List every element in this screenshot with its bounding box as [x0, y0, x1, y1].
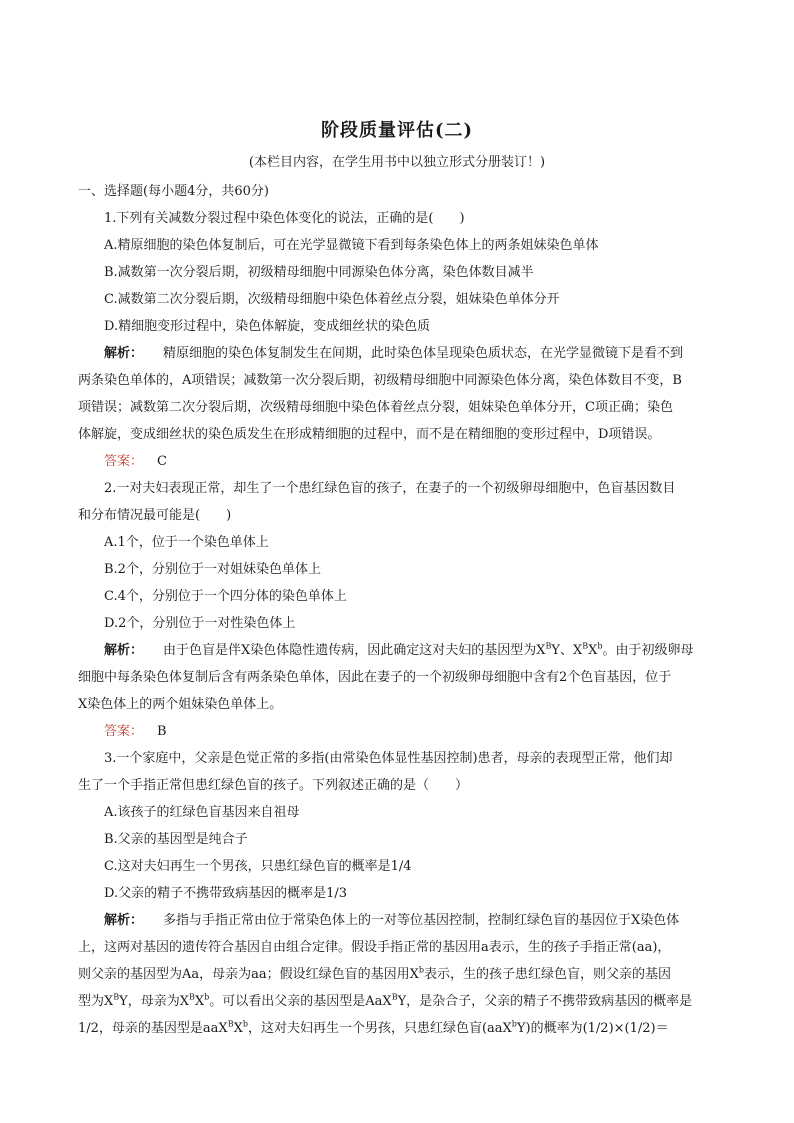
q3-option-a: A.该孩子的红绿色盲基因来自祖母 — [104, 805, 300, 820]
q3-analysis-text-4a: 型为X — [78, 994, 114, 1009]
q3-analysis-text-5a: 1/2，母亲的基因型是aaX — [78, 1021, 228, 1036]
q3-stem-line-1: 3.一个家庭中，父亲是色觉正常的多指(由常染色体显性基因控制)患者，母亲的表现型正常，他们却 — [104, 751, 673, 766]
q1-option-b: B.减数第一次分裂后期，初级精母细胞中同源染色体分离，染色体数目减半 — [104, 265, 534, 280]
q1-answer-value: C — [157, 454, 167, 469]
superscript-b-upper: B — [391, 992, 398, 1002]
q3-analysis-text-5d: Y)的概率为(1/2)×(1/2)＝ — [516, 1021, 669, 1036]
q2-analysis-text-1a: 由于色盲是伴X染色体隐性遗传病，因此确定这对夫妇的基因型为X — [163, 643, 546, 658]
q2-option-c: C.4个，分别位于一个四分体的染色单体上 — [104, 589, 347, 604]
q2-analysis-text-1c: X — [588, 643, 598, 658]
q1-analysis-text-1: 精原细胞的染色体复制发生在间期，此时染色体呈现染色质状态，在光学显微镜下是看不到 — [163, 346, 684, 361]
superscript-b-lower: b — [418, 965, 425, 975]
q3-analysis-text-5b: X — [233, 1021, 243, 1036]
q3-analysis-text-3a: 则父亲的基因型为Aa，母亲为aa；假设红绿色盲的基因用X — [78, 967, 419, 982]
q1-answer — [104, 452, 167, 472]
section-heading: 一、选择题(每小题4分，共60分) — [78, 184, 269, 199]
q1-option-d: D.精细胞变形过程中，染色体解旋，变成细丝状的染色质 — [104, 319, 431, 334]
q3-option-d: D.父亲的精子不携带致病基因的概率是1/3 — [104, 886, 348, 901]
q1-analysis-line-1 — [104, 344, 683, 364]
page-title: 阶段质量评估(二) — [320, 120, 474, 141]
superscript-b-lower: b — [597, 641, 603, 651]
q3-stem-line-2: 生了一个手指正常但患红绿色盲的孩子。下列叙述正确的是（ ） — [78, 778, 469, 793]
q3-analysis-line-1 — [104, 911, 679, 931]
q1-analysis-line-4: 体解旋，变成细丝状的染色质发生在形成精细胞的过程中，而不是在精细胞的变形过程中，D项错误。 — [78, 427, 661, 442]
superscript-b-upper: B — [113, 992, 120, 1002]
q2-stem-line-1: 2.一对夫妇表现正常，却生了一个患红绿色盲的孩子，在妻子的一个初级卵母细胞中，色盲基因数目 — [104, 481, 676, 496]
q3-option-b: B.父亲的基因型是纯合子 — [104, 832, 248, 847]
analysis-label: 解析： — [104, 346, 144, 361]
q3-analysis-text-4d: 。可以看出父亲的基因型是AaX — [209, 994, 392, 1009]
q3-analysis-line-4 — [78, 992, 692, 1012]
q1-option-c: C.减数第二次分裂后期，次级精母细胞中染色体着丝点分裂，姐妹染色单体分开 — [104, 292, 560, 307]
q2-option-d: D.2个，分别位于一对性染色体上 — [104, 616, 296, 631]
q3-analysis-line-5 — [78, 1019, 669, 1039]
q2-analysis-line-1 — [104, 641, 694, 661]
q2-analysis-line-2: 细胞中每条染色体复制后含有两条染色单体，因此在妻子的一个初级卵母细胞中含有2个色盲基因，位于 — [78, 670, 672, 685]
q3-analysis-text-1: 多指与手指正常由位于常染色体上的一对等位基因控制，控制红绿色盲的基因位于X染色体 — [163, 913, 680, 928]
answer-label: 答案： — [104, 724, 144, 739]
superscript-b-lower: b — [204, 992, 210, 1002]
q3-analysis-text-3b: 表示，生的孩子患红绿色盲，则父亲的基因 — [424, 967, 672, 982]
q2-option-b: B.2个，分别位于一对姐妹染色单体上 — [104, 562, 321, 577]
analysis-label: 解析： — [104, 643, 144, 658]
q2-analysis-text-1d: 。由于初级卵母 — [602, 643, 694, 658]
answer-label: 答案： — [104, 454, 144, 469]
q2-analysis-line-3: X染色体上的两个姐妹染色单体上。 — [78, 697, 283, 712]
superscript-b-upper: B — [227, 1019, 234, 1029]
q3-analysis-text-4c: X — [194, 994, 205, 1009]
q2-analysis-text-1b: Y、X — [551, 643, 583, 658]
q1-option-a: A.精原细胞的染色体复制后，可在光学显微镜下看到每条染色体上的两条姐妹染色单体 — [104, 238, 599, 253]
superscript-b-lower: b — [511, 1019, 517, 1029]
q2-answer-value: B — [157, 724, 167, 739]
superscript-b-upper: B — [189, 992, 195, 1002]
q1-analysis-line-2: 两条染色单体的，A项错误；减数第一次分裂后期，初级精母细胞中同源染色体分离，染色体数目不变，B — [78, 373, 682, 388]
page-subtitle: (本栏目内容，在学生用书中以独立形式分册装订！) — [248, 155, 546, 170]
superscript-b-upper: B — [582, 641, 589, 651]
q3-analysis-text-4e: Y，是杂合子，父亲的精子不携带致病基因的概率是 — [397, 994, 693, 1009]
q2-stem-line-2: 和分布情况最可能是( ) — [78, 508, 232, 523]
q3-analysis-line-2: 上，这两对基因的遗传符合基因自由组合定律。假设手指正常的基因用a表示，生的孩子手指正常(aa)， — [78, 940, 671, 955]
q2-option-a: A.1个，位于一个染色单体上 — [104, 535, 269, 550]
superscript-b-upper: B — [545, 641, 552, 651]
q1-analysis-line-3: 项错误；减数第二次分裂后期，次级精母细胞中染色体着丝点分裂，姐妹染色单体分开，C项正确；染色 — [78, 400, 673, 415]
q3-analysis-line-3 — [78, 965, 671, 985]
q2-answer — [104, 722, 167, 742]
analysis-label: 解析： — [104, 913, 144, 928]
q3-option-c: C.这对夫妇再生一个男孩，只患红绿色盲的概率是1/4 — [104, 859, 412, 874]
q3-analysis-text-4b: Y，母亲为X — [119, 994, 189, 1009]
superscript-b-lower: b — [242, 1019, 248, 1029]
q3-analysis-text-5c: ，这对夫妇再生一个男孩，只患红绿色盲(aaX — [247, 1021, 512, 1036]
q1-stem: 1.下列有关减数分裂过程中染色体变化的说法，正确的是( ) — [104, 211, 465, 226]
